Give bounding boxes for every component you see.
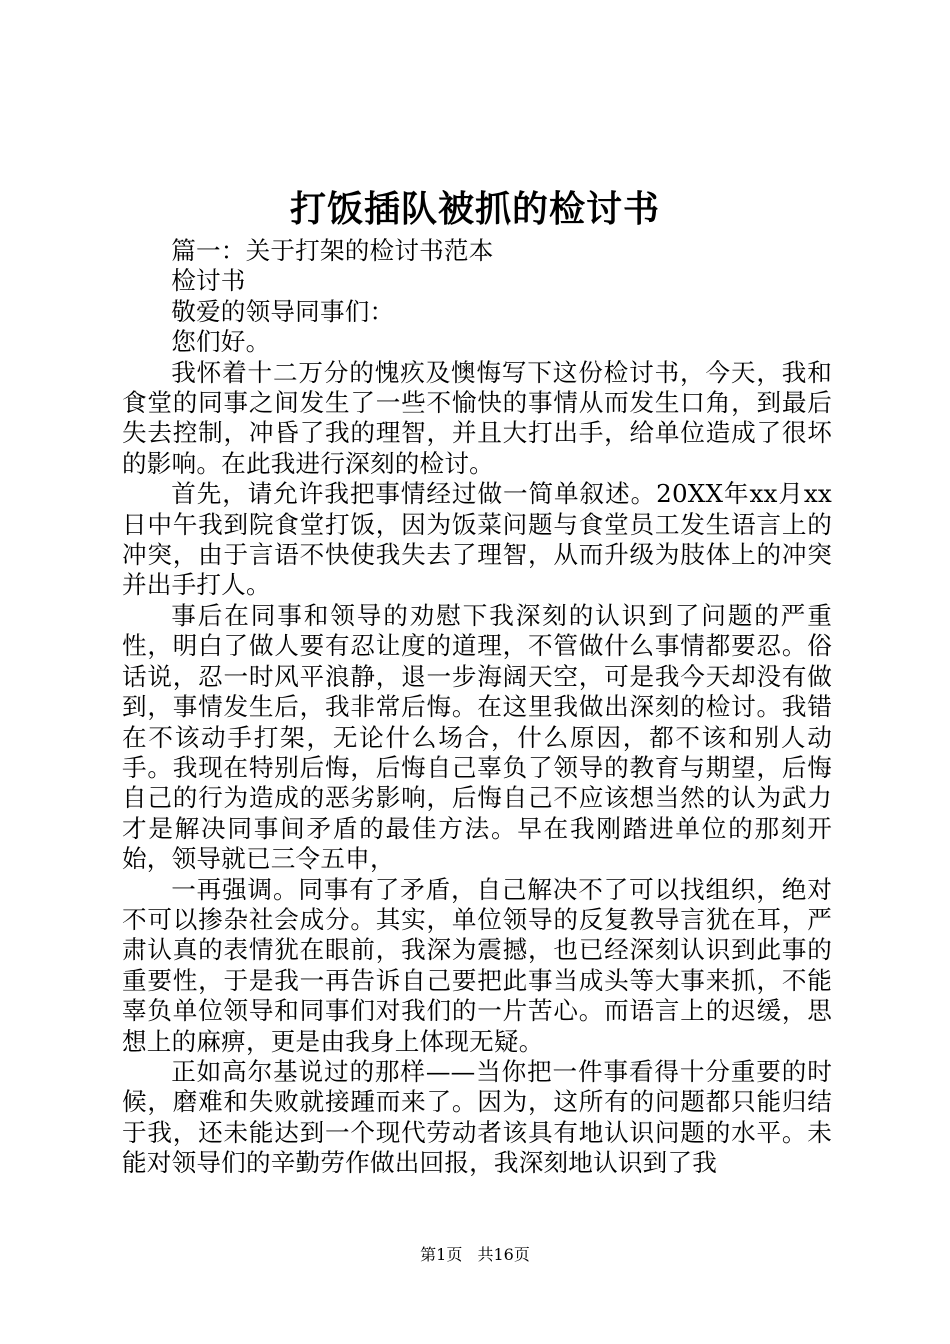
greeting: 您们好。	[171, 327, 271, 357]
body-paragraph: 首先，请允许我把事情经过做一简单叙述。20XX年xx月xx日中午我到院食堂打饭，因为饭菜问题与食堂员工发生语言上的冲突，由于言语不快使我失去了理智，从而升级为肢体上的冲突并出手打人。	[122, 479, 832, 600]
page-total: 共16页	[477, 1245, 530, 1264]
page-footer	[0, 1244, 950, 1266]
body-paragraph: 事后在同事和领导的劝慰下我深刻的认识到了问题的严重性，明白了做人要有忍让度的道理，不管做什么事情都要忍。俗话说，忍一时风平浪静，退一步海阔天空，可是我今天却没有做到，事情发生后，我非常后悔。在这里我做出深刻的检讨。我错在不该动手打架，无论什么场合，什么原因，都不该和别人动手。我现在特别后悔，后悔自己辜负了领导的教育与期望，后悔自己的行为造成的恶劣影响，后悔自己不应该想当然的认为武力才是解决同事间矛盾的最佳方法。早在我刚踏进单位的那刻开始，领导就已三令五申，	[122, 600, 832, 874]
salutation: 敬爱的领导同事们：	[171, 296, 395, 326]
body-paragraph: 我怀着十二万分的愧疚及懊悔写下这份检讨书，今天，我和食堂的同事之间发生了一些不愉快的事情从而发生口角，到最后失去控制，冲昏了我的理智，并且大打出手，给单位造成了很坏的影响。在此我进行深刻的检讨。	[122, 357, 832, 478]
section-heading: 篇一：关于打架的检讨书范本	[171, 236, 494, 265]
body-paragraph: 一再强调。同事有了矛盾，自己解决不了可以找组织，绝对不可以掺杂社会成分。其实，单位领导的反复教导言犹在耳，严肃认真的表情犹在眼前，我深为震撼，也已经深刻认识到此事的重要性，于是我一再告诉自己要把此事当成头等大事来抓，不能辜负单位领导和同事们对我们的一片苦心。而语言上的迟缓，思想上的麻痹，更是由我身上体现无疑。	[122, 874, 832, 1056]
page-number: 第1页	[420, 1245, 463, 1264]
document-title: 打饭插队被抓的检讨书	[289, 189, 660, 230]
letter-title: 检讨书	[171, 266, 246, 296]
body-paragraph: 正如高尔基说过的那样——当你把一件事看得十分重要的时候，磨难和失败就接踵而来了。因为，这所有的问题都只能归结于我，还未能达到一个现代劳动者该具有地认识问题的水平。未能对领导们的辛勤劳作做出回报，我深刻地认识到了我	[122, 1056, 832, 1178]
document-body	[122, 236, 832, 1179]
